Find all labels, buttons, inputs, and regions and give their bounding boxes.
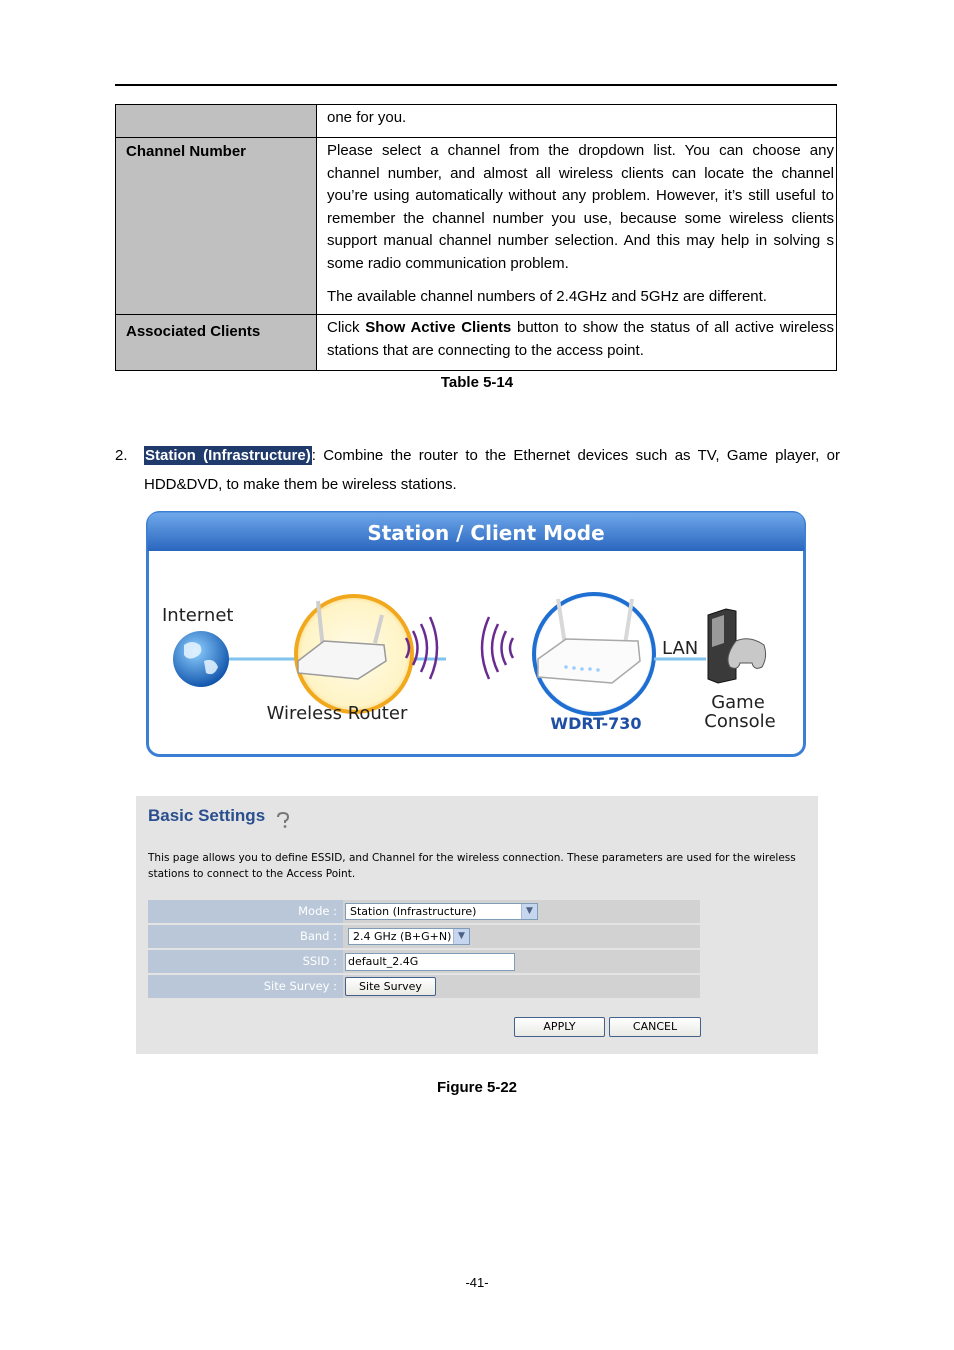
band-select[interactable] <box>348 928 470 945</box>
mode-row <box>148 900 700 923</box>
ssid-input[interactable]: default_2.4G <box>345 953 515 971</box>
mode-value-cell <box>343 900 700 923</box>
cancel-button[interactable]: CANCEL <box>609 1017 701 1037</box>
mode-description: : Combine the router to the Ethernet devices such as TV, Game player, or HDD&DVD, to make them be wireless stations. <box>144 447 840 493</box>
mode-highlight: Station (Infrastructure) <box>145 447 311 464</box>
description-paragraph: Please select a channel from the dropdown list. You can choose any channel number, and almost all wireless clients can locate the channel you’re using automatically without any problem. However, it’s still useful to remember the channel number you use, because some wireless clients support manual channel number selection. And this may help in solving s some radio communication problem. <box>327 142 834 272</box>
parameter-table <box>115 104 837 371</box>
band-select-value: 2.4 GHz (B+G+N) <box>353 930 452 943</box>
ssid-value-cell <box>343 950 700 973</box>
band-label: Band : <box>299 929 337 943</box>
table-row <box>116 105 837 138</box>
figure-caption: Figure 5-22 <box>436 1079 518 1096</box>
row-label: Associated Clients <box>116 315 317 371</box>
row-description <box>317 315 837 371</box>
chevron-down-icon[interactable]: ▼ <box>453 929 469 944</box>
console-face <box>712 615 724 647</box>
basic-settings-panel <box>136 796 818 1054</box>
mode-label: Mode : <box>298 904 337 918</box>
description-paragraph: one for you. <box>327 109 407 126</box>
table-row <box>116 138 837 315</box>
band-value-cell <box>343 925 700 948</box>
row-label <box>116 105 317 138</box>
site-survey-button[interactable]: Site Survey <box>345 977 436 996</box>
table-row <box>116 315 837 371</box>
description-suffix: button to show the status of all active wireless stations that are connecting to the access point. <box>327 319 834 359</box>
help-icon[interactable] <box>275 811 291 829</box>
description-paragraph: The available channel numbers of 2.4GHz and 5GHz are different. <box>327 287 767 305</box>
header-rule <box>115 84 837 86</box>
device-model-label: WDRT-730 <box>550 714 642 733</box>
settings-description: This page allows you to define ESSID, and Channel for the wireless connection. These parameters are used for the wireless stations to connect to the Access Point. <box>148 852 796 880</box>
chevron-down-icon[interactable]: ▼ <box>521 904 537 919</box>
mode-select-value: Station (Infrastructure) <box>350 905 477 918</box>
apply-button[interactable]: APPLY <box>514 1017 605 1037</box>
description-paragraph <box>327 317 834 362</box>
row-label: Channel Number <box>116 138 317 315</box>
site-survey-cell <box>343 975 700 998</box>
band-row <box>148 925 700 948</box>
show-active-clients-text: Show Active Clients <box>365 319 512 336</box>
lan-label: LAN <box>662 638 699 659</box>
site-survey-row <box>148 975 700 998</box>
list-item-number: 2. <box>115 447 128 464</box>
ssid-row <box>148 950 700 973</box>
list-item-body <box>144 441 840 499</box>
ssid-label: SSID : <box>302 954 337 968</box>
table-caption: Table 5-14 <box>440 374 514 391</box>
console-label-line2: Console <box>704 711 776 732</box>
internet-label: Internet <box>162 605 234 626</box>
globe-icon <box>173 631 229 687</box>
diagram-title: Station / Client Mode <box>367 521 605 545</box>
site-survey-label: Site Survey : <box>263 979 337 993</box>
mode-select[interactable] <box>345 903 538 920</box>
list-item <box>115 441 840 499</box>
row-description <box>317 138 837 315</box>
wireless-router-label: Wireless Router <box>266 703 408 724</box>
description-prefix: Click <box>327 319 366 336</box>
page-number: -41- <box>465 1275 489 1290</box>
console-label-line1: Game <box>711 692 765 713</box>
station-client-mode-diagram <box>146 511 806 757</box>
row-description <box>317 105 837 138</box>
settings-title: Basic Settings <box>148 806 266 825</box>
